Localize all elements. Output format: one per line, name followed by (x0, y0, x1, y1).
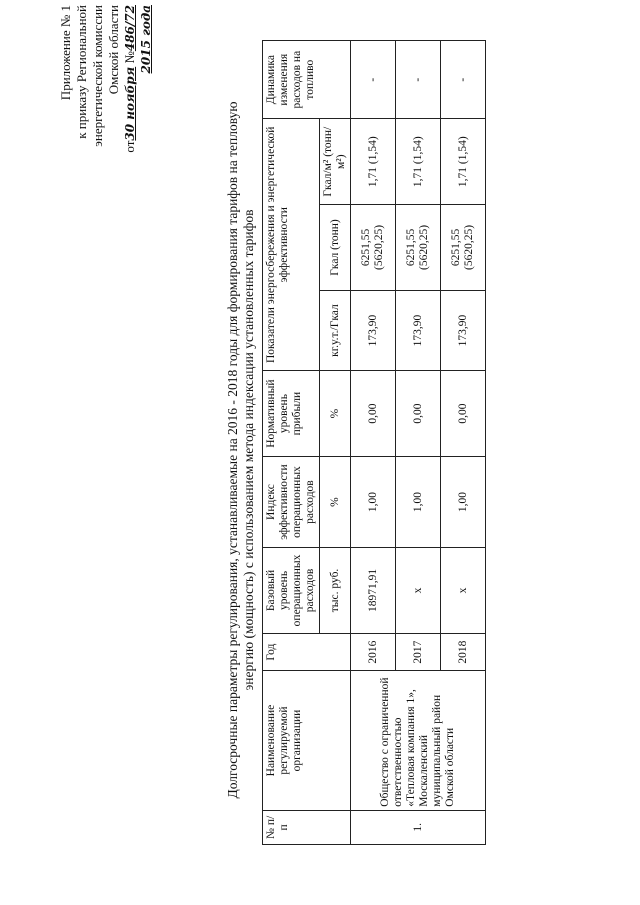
cell-fuel-rate: 173,90 (441, 290, 486, 370)
order-year (138, 5, 154, 175)
title-line-1: Долгосрочные параметры регулирования, устанавливаемые на 2016 - 2018 годы для формирования тарифов на тепловую (225, 101, 240, 799)
table-row (351, 41, 396, 845)
cell-fuel-dynamics: - (396, 41, 441, 119)
appendix-line-2: к приказу Региональной (74, 5, 89, 139)
cell-normative-profit: 0,00 (351, 371, 396, 457)
cell-year: 2016 (351, 633, 396, 671)
cell-normative-profit: 0,00 (396, 371, 441, 457)
order-date-number (122, 5, 138, 175)
col-header-normative-profit: Нормативный уровень прибыли (263, 371, 320, 457)
col-header-energy-indicators: Показатели энергосбережения и энергетической эффективности (263, 119, 320, 371)
unit-base-opex: тыс. руб. (320, 548, 351, 634)
organization-name: Общество с ограниченной ответственностью «Тепловая компания 1», Москаленский муниципальный район Омской области (351, 671, 486, 810)
col-header-base-opex: Базовый уровень операционных расходов (263, 548, 320, 634)
cell-year: 2018 (441, 633, 486, 671)
header-row (263, 41, 320, 845)
row-number: 1. (351, 810, 486, 844)
handwritten-number: 486/72 (123, 5, 137, 52)
appendix-line-4: Омской области (106, 5, 121, 95)
cell-specific-loss: 1,71 (1,54) (396, 119, 441, 205)
cell-normative-profit: 0,00 (441, 371, 486, 457)
cell-efficiency-index: 1,00 (441, 456, 486, 547)
cell-efficiency-index: 1,00 (351, 456, 396, 547)
regulation-parameters-table (262, 40, 486, 845)
date-prefix: от (122, 140, 137, 153)
cell-fuel-rate: 173,90 (351, 290, 396, 370)
unit-efficiency-index: % (320, 456, 351, 547)
col-header-fuel-dynamics: Динамика изменения расходов на топливо (263, 41, 351, 119)
handwritten-year: 2015 года (139, 5, 153, 74)
cell-fuel-dynamics: - (351, 41, 396, 119)
cell-specific-loss: 1,71 (1,54) (351, 119, 396, 205)
cell-heat-loss: 6251,55 (5620,25) (441, 205, 486, 291)
cell-base-opex: х (396, 548, 441, 634)
cell-fuel-dynamics: - (441, 41, 486, 119)
col-header-year: Год (263, 633, 351, 671)
cell-specific-loss: 1,71 (1,54) (441, 119, 486, 205)
document-title (225, 60, 257, 840)
handwritten-date: 30 ноября (123, 66, 137, 141)
cell-fuel-rate: 173,90 (396, 290, 441, 370)
cell-efficiency-index: 1,00 (396, 456, 441, 547)
cell-heat-loss: 6251,55 (5620,25) (351, 205, 396, 291)
number-prefix: № (122, 51, 137, 64)
cell-base-opex: 18971,91 (351, 548, 396, 634)
col-header-efficiency-index: Индекс эффективности операционных расходов (263, 456, 320, 547)
title-line-2: энергию (мощность) с использованием метода индексации установленных тарифов (241, 209, 256, 691)
unit-normative-profit: % (320, 371, 351, 457)
col-header-num: № п/п (263, 810, 351, 844)
unit-specific-loss: Гкал/м² (тонн/м²) (320, 119, 351, 205)
cell-base-opex: х (441, 548, 486, 634)
unit-fuel-rate: кг.у.т./Гкал (320, 290, 351, 370)
unit-heat-loss: Гкал (тонн) (320, 205, 351, 291)
appendix-line-3: энергетической комиссии (90, 5, 105, 147)
cell-year: 2017 (396, 633, 441, 671)
appendix-line-1: Приложение № 1 (58, 5, 73, 101)
cell-heat-loss: 6251,55 (5620,25) (396, 205, 441, 291)
col-header-org: Наименование регулируемой организации (263, 671, 351, 810)
appendix-header (58, 5, 154, 175)
